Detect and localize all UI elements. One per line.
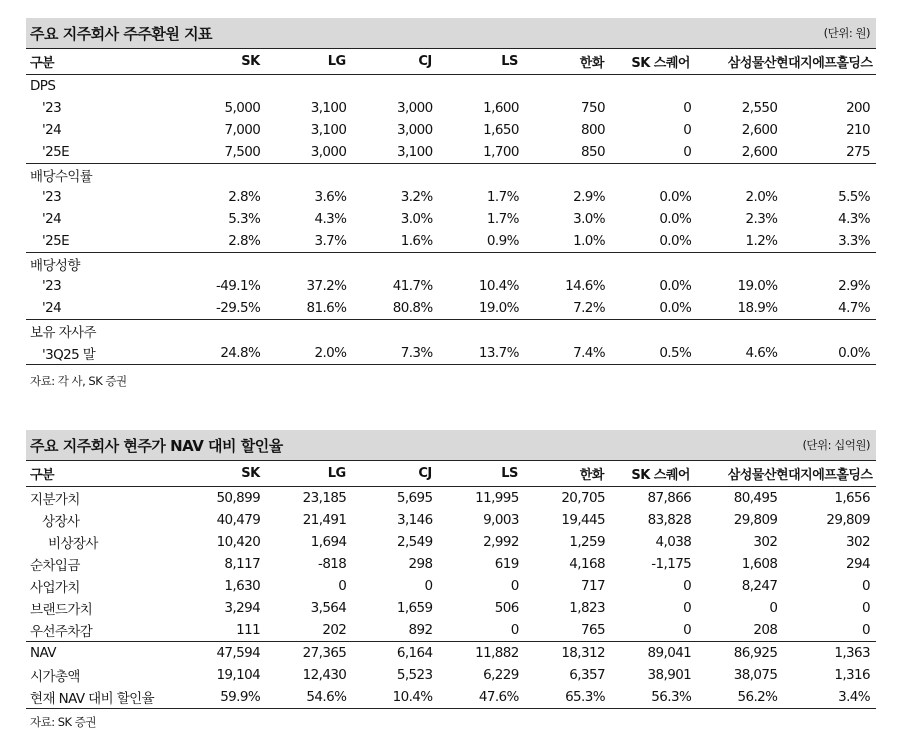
- table-cell: -49.1%: [216, 278, 261, 294]
- table-cell: 38,075: [733, 667, 778, 683]
- dividend-table-title: 주요 지주회사 주주환원 지표: [30, 24, 213, 43]
- row-label: '25E: [42, 233, 70, 249]
- table-row: [26, 487, 876, 509]
- row-label: '23: [42, 189, 62, 205]
- table-row: [26, 342, 876, 365]
- table-cell: 4,038: [655, 534, 692, 550]
- row-label: '3Q25 말: [42, 347, 96, 363]
- table-cell: 0: [862, 622, 871, 638]
- table-cell: 0: [510, 622, 519, 638]
- dividend-table-unit: (단위: 원): [823, 26, 870, 40]
- table-cell: 3,294: [224, 600, 261, 616]
- table-cell: 0.0%: [659, 278, 692, 294]
- table-cell: 4.7%: [838, 300, 871, 316]
- group-header-row: [26, 163, 876, 186]
- table-cell: 21,491: [302, 512, 347, 528]
- table-cell: 800: [581, 122, 606, 138]
- table-row: [26, 531, 876, 553]
- table-cell: 7.4%: [573, 345, 606, 361]
- table-row: [26, 664, 876, 686]
- table-cell: 0.0%: [838, 345, 871, 361]
- nav-discount-table: [26, 430, 876, 709]
- table-row: [26, 641, 876, 664]
- header-cell: LS: [501, 54, 518, 69]
- header-cell: SK 스퀘어: [631, 56, 690, 71]
- table-cell: 12,430: [302, 667, 347, 683]
- group-label: 보유 자사주: [30, 325, 96, 341]
- table-cell: 0: [683, 622, 692, 638]
- table-cell: 0: [683, 144, 692, 160]
- table-cell: 6,357: [569, 667, 605, 683]
- table-cell: 294: [846, 556, 871, 572]
- row-label: 상장사: [42, 514, 80, 530]
- header-cell: 현대지에프홀딩스: [776, 468, 873, 483]
- table-cell: 7.3%: [400, 345, 433, 361]
- table-cell: 892: [408, 622, 433, 638]
- row-label: 브랜드가치: [30, 602, 93, 618]
- table-cell: 54.6%: [306, 689, 347, 705]
- table-cell: 1.7%: [486, 211, 519, 227]
- table-cell: 1,823: [569, 600, 605, 616]
- header-cell: 삼성물산: [727, 56, 777, 71]
- table-cell: 111: [236, 622, 261, 638]
- row-label: NAV: [30, 645, 56, 661]
- table-cell: 9,003: [483, 512, 519, 528]
- table-cell: 0: [862, 600, 871, 616]
- table-cell: 47,594: [216, 645, 261, 661]
- table-cell: 210: [846, 122, 871, 138]
- group-label: 배당성향: [30, 258, 80, 274]
- table-cell: 3.3%: [838, 233, 871, 249]
- table-cell: 3.7%: [314, 233, 347, 249]
- table-cell: 4.3%: [838, 211, 871, 227]
- table-cell: 2,600: [741, 144, 778, 160]
- table-cell: 3.0%: [573, 211, 606, 227]
- table-cell: 5,523: [396, 667, 433, 683]
- table-cell: 6,229: [483, 667, 519, 683]
- header-cell: SK 스퀘어: [631, 468, 690, 483]
- row-label: 우선주차감: [30, 624, 93, 640]
- table-cell: 3,000: [396, 122, 433, 138]
- header-cell: LS: [501, 466, 518, 481]
- header-cell: CJ: [418, 466, 432, 481]
- table-cell: 10.4%: [392, 689, 433, 705]
- table-row: [26, 509, 876, 531]
- table-cell: 6,164: [396, 645, 433, 661]
- table-row: [26, 575, 876, 597]
- table-cell: 0.0%: [659, 300, 692, 316]
- table-cell: 3.2%: [400, 189, 433, 205]
- table-cell: 11,995: [475, 490, 519, 506]
- table-cell: 765: [580, 622, 605, 638]
- table-cell: 14.6%: [565, 278, 606, 294]
- table-cell: 2.0%: [745, 189, 778, 205]
- group-label: DPS: [30, 78, 56, 94]
- group-header-row: [26, 319, 876, 342]
- table-row: [26, 597, 876, 619]
- table-row: [26, 208, 876, 230]
- table-cell: 1.2%: [745, 233, 778, 249]
- table-cell: 2.9%: [838, 278, 871, 294]
- table-cell: 0: [683, 122, 692, 138]
- table-cell: 2,549: [396, 534, 433, 550]
- table-cell: 3.0%: [400, 211, 433, 227]
- table-row: [26, 230, 876, 252]
- header-cell: CJ: [418, 54, 432, 69]
- row-label: 순차입금: [30, 558, 80, 574]
- table-row: [26, 686, 876, 709]
- table-cell: 1,608: [741, 556, 778, 572]
- table-cell: 40,479: [216, 512, 261, 528]
- table-cell: 83,828: [647, 512, 692, 528]
- table-cell: 3,100: [310, 100, 347, 116]
- table-cell: 7,500: [224, 144, 261, 160]
- table-cell: 302: [753, 534, 778, 550]
- table-cell: 8,247: [741, 578, 778, 594]
- table-cell: 1,700: [483, 144, 519, 160]
- nav-table-source: 자료: SK 증권: [30, 715, 96, 729]
- table-cell: 2.3%: [745, 211, 778, 227]
- table-cell: -818: [318, 556, 347, 572]
- table-cell: 1.6%: [400, 233, 433, 249]
- table-row: [26, 119, 876, 141]
- table-cell: 202: [322, 622, 347, 638]
- dividend-table-body: [26, 75, 876, 365]
- header-cell: SK: [241, 466, 260, 481]
- table-cell: 18,312: [561, 645, 605, 661]
- row-label: 지분가치: [30, 492, 80, 508]
- header-cell: 한화: [579, 56, 604, 71]
- table-cell: 2.8%: [228, 189, 261, 205]
- table-cell: 2,550: [741, 100, 778, 116]
- dividend-table-title-bar: [26, 18, 876, 48]
- group-header-row: [26, 75, 876, 97]
- table-cell: 2.9%: [573, 189, 606, 205]
- table-cell: 0: [683, 100, 692, 116]
- table-cell: 87,866: [647, 490, 692, 506]
- table-cell: 24.8%: [220, 345, 261, 361]
- nav-table-unit: (단위: 십억원): [802, 438, 870, 452]
- table-row: [26, 297, 876, 319]
- table-cell: 850: [581, 144, 606, 160]
- table-cell: 11,882: [475, 645, 519, 661]
- table-cell: 2.0%: [314, 345, 347, 361]
- table-cell: 0: [338, 578, 347, 594]
- header-cell: 한화: [579, 468, 604, 483]
- table-cell: 2,992: [483, 534, 519, 550]
- table-cell: 56.2%: [737, 689, 778, 705]
- table-cell: 750: [581, 100, 606, 116]
- table-cell: 3,000: [396, 100, 433, 116]
- table-cell: 59.9%: [220, 689, 261, 705]
- row-label: '24: [42, 211, 62, 227]
- table-cell: 5,695: [396, 490, 433, 506]
- row-label: '25E: [42, 144, 70, 160]
- table-cell: 0.5%: [659, 345, 692, 361]
- table-cell: 7,000: [224, 122, 261, 138]
- nav-table-body: [26, 487, 876, 709]
- table-cell: 4,168: [569, 556, 605, 572]
- row-label: '24: [42, 300, 62, 316]
- table-cell: 0: [510, 578, 519, 594]
- table-cell: 7.2%: [573, 300, 606, 316]
- table-cell: 0: [424, 578, 433, 594]
- table-row: [26, 275, 876, 297]
- table-row: [26, 186, 876, 208]
- table-cell: 56.3%: [651, 689, 692, 705]
- table-cell: 506: [494, 600, 519, 616]
- group-header-row: [26, 252, 876, 275]
- table-cell: 8,117: [224, 556, 261, 572]
- table-cell: 0: [769, 600, 778, 616]
- header-cell: 현대지에프홀딩스: [776, 56, 873, 71]
- table-cell: 3,564: [310, 600, 347, 616]
- table-cell: 1.7%: [486, 189, 519, 205]
- table-cell: 0.9%: [486, 233, 519, 249]
- nav-table-title-bar: [26, 430, 876, 460]
- header-cell: LG: [327, 466, 346, 481]
- table-cell: 1,656: [834, 490, 871, 506]
- dividend-table-source: 자료: 각 사, SK 증권: [30, 374, 127, 388]
- row-label: 비상장사: [48, 536, 98, 552]
- table-cell: 19,104: [216, 667, 261, 683]
- table-cell: 80.8%: [392, 300, 433, 316]
- row-label: '23: [42, 278, 62, 294]
- table-row: [26, 97, 876, 119]
- table-cell: 5.5%: [838, 189, 871, 205]
- table-row: [26, 553, 876, 575]
- table-cell: 2.8%: [228, 233, 261, 249]
- table-cell: 0.0%: [659, 189, 692, 205]
- nav-table-header: [26, 460, 876, 487]
- row-label: '23: [42, 100, 62, 116]
- table-cell: -1,175: [651, 556, 692, 572]
- table-cell: 1,650: [483, 122, 519, 138]
- table-cell: 2,600: [741, 122, 778, 138]
- table-cell: 1,600: [483, 100, 519, 116]
- table-cell: 3,100: [310, 122, 347, 138]
- table-cell: 65.3%: [565, 689, 605, 705]
- table-cell: 86,925: [733, 645, 778, 661]
- table-cell: 1,363: [834, 645, 871, 661]
- table-cell: 0: [862, 578, 871, 594]
- header-cell: 삼성물산: [727, 468, 777, 483]
- table-cell: 4.6%: [745, 345, 778, 361]
- table-cell: 81.6%: [306, 300, 347, 316]
- table-cell: 41.7%: [392, 278, 433, 294]
- table-cell: 10,420: [216, 534, 261, 550]
- table-cell: 3,100: [396, 144, 433, 160]
- header-cell: 구분: [30, 468, 55, 483]
- table-cell: 47.6%: [478, 689, 519, 705]
- table-row: [26, 141, 876, 163]
- table-cell: 13.7%: [478, 345, 519, 361]
- table-cell: 3,000: [310, 144, 347, 160]
- table-cell: 19.0%: [478, 300, 519, 316]
- table-cell: 717: [580, 578, 605, 594]
- dividend-table-header: [26, 48, 876, 75]
- table-cell: 3.6%: [314, 189, 347, 205]
- table-cell: 18.9%: [737, 300, 778, 316]
- table-cell: 80,495: [733, 490, 778, 506]
- table-cell: -29.5%: [216, 300, 261, 316]
- table-cell: 20,705: [561, 490, 605, 506]
- table-cell: 29,809: [733, 512, 778, 528]
- table-cell: 3,146: [396, 512, 433, 528]
- dividend-table: [26, 18, 876, 365]
- row-label: 현재 NAV 대비 할인율: [30, 691, 155, 707]
- table-cell: 10.4%: [478, 278, 519, 294]
- table-cell: 37.2%: [306, 278, 347, 294]
- header-cell: LG: [327, 54, 346, 69]
- table-cell: 1,630: [224, 578, 261, 594]
- table-cell: 38,901: [647, 667, 692, 683]
- table-cell: 200: [846, 100, 871, 116]
- table-cell: 1,316: [834, 667, 871, 683]
- header-cell: SK: [241, 54, 260, 69]
- table-cell: 29,809: [826, 512, 871, 528]
- table-cell: 0.0%: [659, 233, 692, 249]
- group-label: 배당수익률: [30, 169, 93, 185]
- table-cell: 27,365: [302, 645, 347, 661]
- row-label: 시가총액: [30, 669, 80, 685]
- table-cell: 619: [494, 556, 519, 572]
- table-cell: 0.0%: [659, 211, 692, 227]
- header-cell: 구분: [30, 56, 55, 71]
- nav-table-title: 주요 지주회사 현주가 NAV 대비 할인율: [30, 436, 283, 455]
- table-cell: 50,899: [216, 490, 261, 506]
- table-cell: 89,041: [647, 645, 692, 661]
- table-cell: 1,659: [396, 600, 433, 616]
- row-label: 사업가치: [30, 580, 80, 596]
- table-cell: 0: [683, 578, 692, 594]
- table-cell: 1.0%: [573, 233, 606, 249]
- table-cell: 0: [683, 600, 692, 616]
- table-cell: 302: [846, 534, 870, 550]
- table-cell: 5.3%: [228, 211, 261, 227]
- table-row: [26, 619, 876, 641]
- table-cell: 19,445: [561, 512, 606, 528]
- table-cell: 23,185: [302, 490, 347, 506]
- table-cell: 3.4%: [838, 689, 871, 705]
- table-cell: 1,694: [310, 534, 347, 550]
- table-cell: 1,259: [569, 534, 606, 550]
- table-cell: 275: [846, 144, 871, 160]
- row-label: '24: [42, 122, 62, 138]
- table-cell: 208: [753, 622, 778, 638]
- table-cell: 298: [408, 556, 433, 572]
- table-cell: 5,000: [224, 100, 261, 116]
- table-cell: 4.3%: [314, 211, 347, 227]
- table-cell: 19.0%: [737, 278, 778, 294]
